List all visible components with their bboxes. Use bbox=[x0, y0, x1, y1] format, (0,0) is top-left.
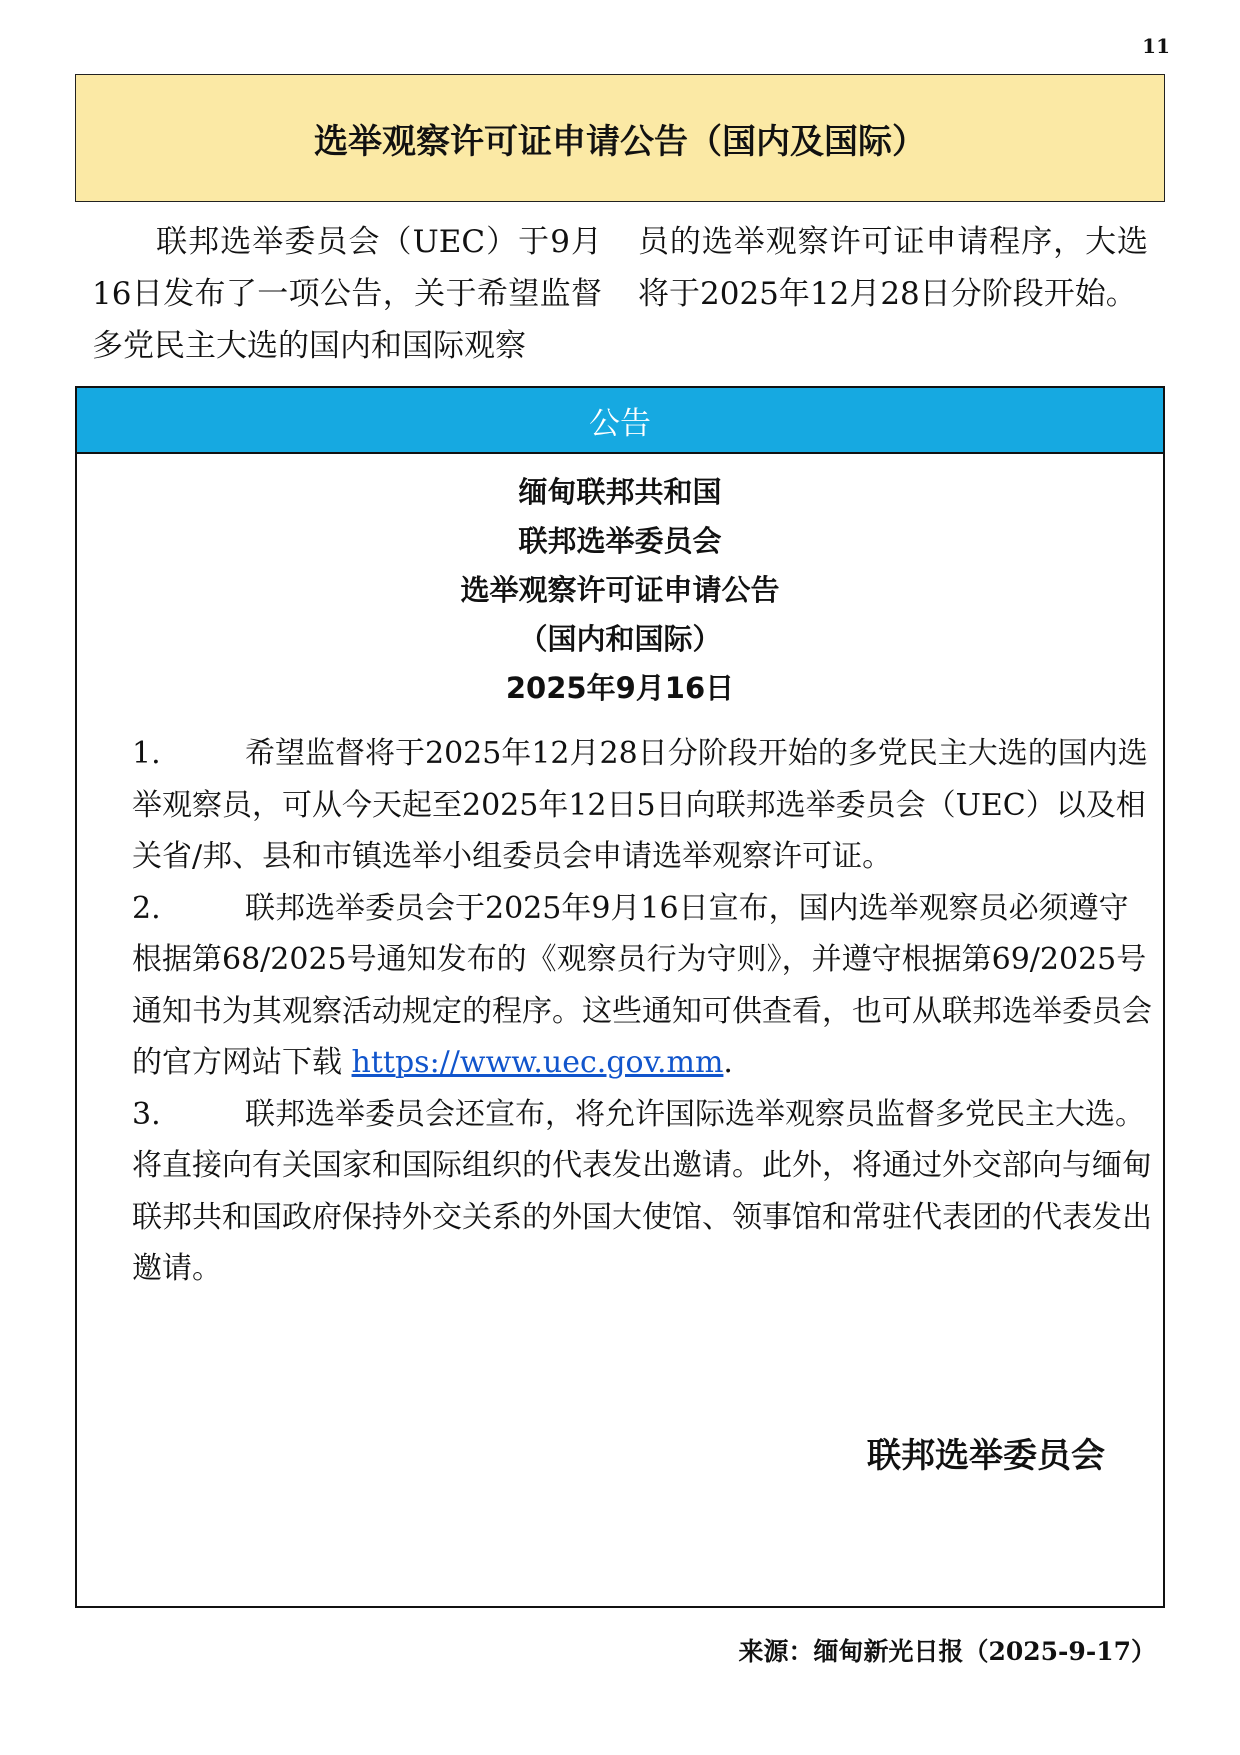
notice-header: 公告 bbox=[75, 386, 1165, 454]
paragraph-number: 3. bbox=[132, 1096, 161, 1132]
notice-paragraph-2 bbox=[132, 883, 1152, 1089]
paragraph-text: 联邦选举委员会还宣布，将允许国际选举观察员监督多党民主大选。将直接向有关国家和国际组织的代表发出邀请。此外，将通过外交部向与缅甸联邦共和国政府保持外交关系的外国大使馆、领事馆和常驻代表团的代表发出邀请。 bbox=[132, 1096, 1152, 1286]
paragraph-text: 希望监督将于2025年12月28日分阶段开始的多党民主大选的国内选举观察员，可从今天起至2025年12日5日向联邦选举委员会（UEC）以及相关省/邦、县和市镇选举小组委员会申请选举观察许可证。 bbox=[132, 736, 1148, 874]
paragraph-text-end: . bbox=[723, 1045, 733, 1080]
paragraph-number: 1. bbox=[132, 736, 161, 771]
intro-left-column: 联邦选举委员会（UEC）于9月16日发布了一项公告，关于希望监督多党民主大选的国内和国际观察 bbox=[92, 224, 602, 364]
notice-paragraph-3 bbox=[132, 1089, 1152, 1295]
notice-paragraphs bbox=[132, 728, 1152, 1295]
intro-right-column: 员的选举观察许可证申请程序，大选将于2025年12月28日分阶段开始。 bbox=[638, 224, 1148, 312]
notice-heading-country: 缅甸联邦共和国 bbox=[518, 475, 722, 509]
notice-heading-commission: 联邦选举委员会 bbox=[518, 524, 722, 558]
title-banner bbox=[75, 74, 1165, 202]
notice-heading-date: 2025年9月16日 bbox=[505, 671, 735, 705]
notice-signature: 联邦选举委员会 bbox=[867, 1436, 1105, 1476]
notice-heading-scope: （国内和国际） bbox=[518, 622, 722, 656]
notice-box bbox=[75, 386, 1165, 1608]
source-credit: 来源：缅甸新光日报（2025-9-17） bbox=[738, 1637, 1156, 1666]
intro-text bbox=[92, 216, 1148, 372]
paragraph-text: 联邦选举委员会于2025年9月16日宣布，国内选举观察员必须遵守根据第68/2025号通知发布的《观察员行为守则》，并遵守根据第69/2025号通知书为其观察活动规定的程序。这些通知可供查看，也可从联邦选举委员会的官方网站下载 bbox=[132, 890, 1152, 1080]
page-title: 选举观察许可证申请公告（国内及国际） bbox=[314, 121, 926, 162]
uec-website-link[interactable]: https://www.uec.gov.mm bbox=[351, 1045, 724, 1080]
paragraph-number: 2. bbox=[132, 890, 161, 926]
page-number: 11 bbox=[1142, 34, 1170, 58]
notice-heading bbox=[77, 468, 1163, 713]
notice-heading-title: 选举观察许可证申请公告 bbox=[460, 573, 780, 607]
notice-paragraph-1 bbox=[132, 728, 1152, 883]
